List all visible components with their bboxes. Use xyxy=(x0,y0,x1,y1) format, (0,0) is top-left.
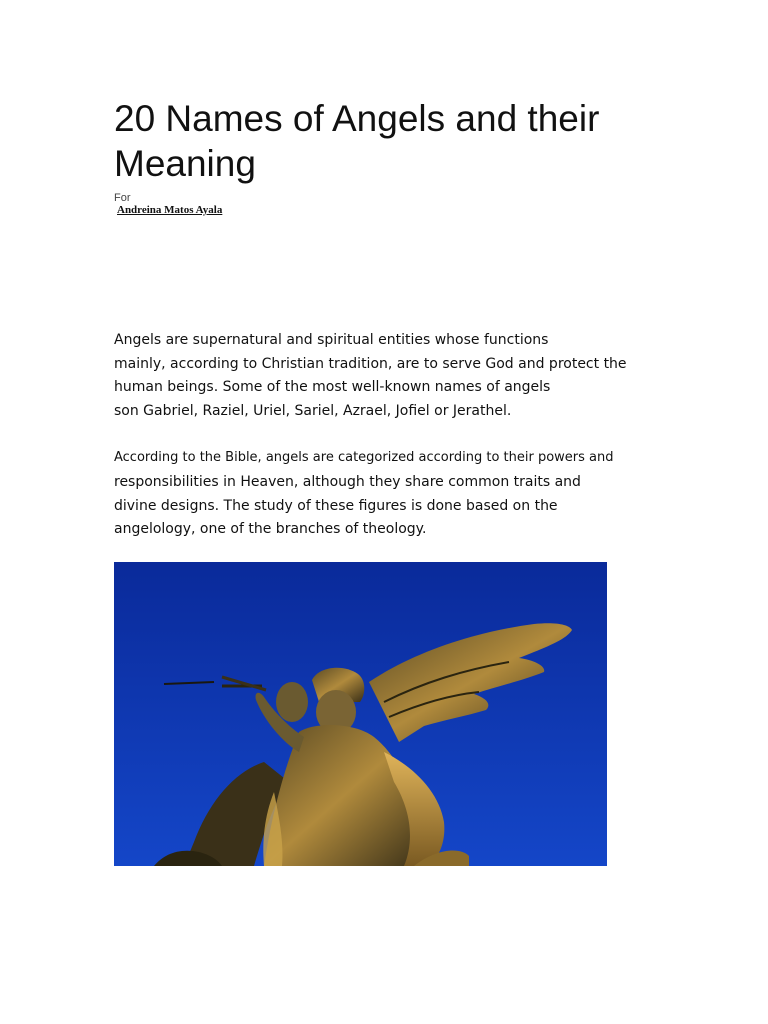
paragraph-line: divine designs. The study of these figures is done based on the xyxy=(114,497,558,514)
paragraph-line: responsibilities in Heaven, although they share common traits and xyxy=(114,474,581,490)
paragraph-line: According to the Bible, angels are categorized according to their powers and xyxy=(114,450,614,465)
byline-label: For xyxy=(114,192,131,204)
angel-statue-photo xyxy=(114,562,607,866)
paragraph-line: son Gabriel, Raziel, Uriel, Sariel, Azrael, Jofiel or Jerathel. xyxy=(114,402,512,419)
article-title: 20 Names of Angels and their Meaning xyxy=(114,98,600,184)
paragraph-line: human beings. Some of the most well-known names of angels xyxy=(114,379,551,395)
paragraph-line: Angels are supernatural and spiritual entities whose functions xyxy=(114,332,549,348)
intro-paragraph xyxy=(114,329,627,423)
paragraph-line: angelology, one of the branches of theology. xyxy=(114,521,427,537)
angel-statue-illustration xyxy=(114,562,607,866)
bible-paragraph-first-line xyxy=(114,448,614,468)
paragraph-line: mainly, according to Christian tradition, are to serve God and protect the xyxy=(114,355,627,372)
author-name[interactable]: Andreina Matos Ayala xyxy=(117,204,223,216)
bible-paragraph xyxy=(114,471,581,542)
